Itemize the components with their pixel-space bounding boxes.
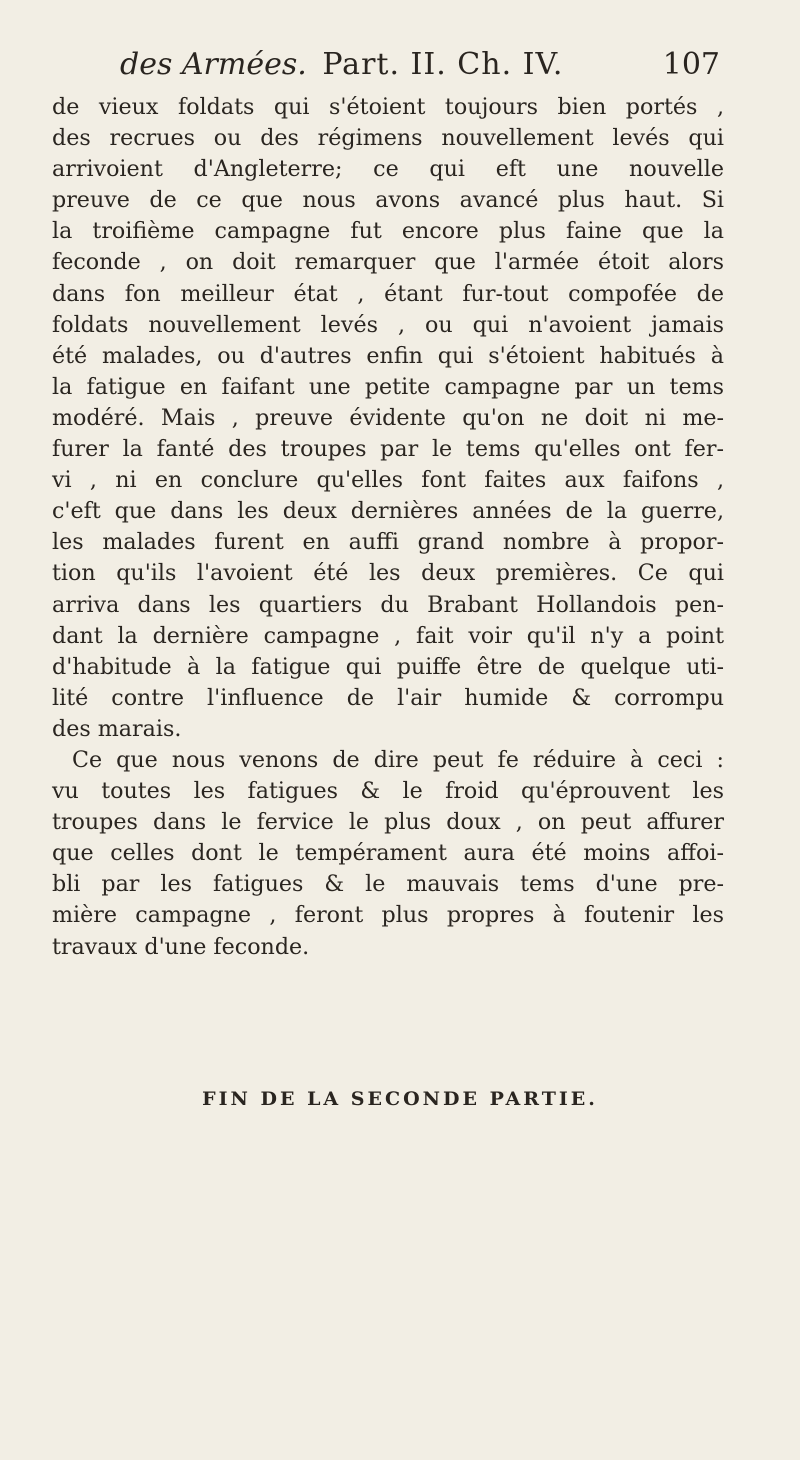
text-line: c'eft que dans les deux dernières années de la guerre, <box>52 498 724 525</box>
text-line: dans fon meilleur état , étant fur-tout compofée de <box>52 280 724 307</box>
text-line: foldats nouvellement levés , ou qui n'avoient jamais <box>52 311 724 338</box>
text-line: bli par les fatigues & le mauvais tems d'une pre- <box>52 871 724 898</box>
text-line: la troifième campagne fut encore plus faine que la <box>52 218 724 245</box>
paragraph-end-line: des marais. <box>52 715 182 742</box>
colophon: FIN DE LA SECONDE PARTIE. <box>202 1088 598 1110</box>
text-line: que celles dont le tempérament aura été moins affoi- <box>52 840 724 867</box>
running-title: des Armées. <box>120 47 307 82</box>
text-line: preuve de ce que nous avons avancé plus haut. Si <box>52 187 724 214</box>
text-line: d'habitude à la fatigue qui puiffe être de quelque uti- <box>52 653 724 680</box>
text-line: lité contre l'influence de l'air humide & corrompu <box>52 684 724 711</box>
body-text <box>52 92 724 963</box>
page-number: 107 <box>662 47 720 82</box>
text-line: troupes dans le fervice le plus doux , on peut affurer <box>52 809 724 836</box>
text-line: dant la dernière campagne , fait voir qu'il n'y a point <box>52 622 724 649</box>
text-line: furer la fanté des troupes par le tems qu'elles ont fer- <box>52 436 724 463</box>
text-line: feconde , on doit remarquer que l'armée étoit alors <box>52 249 724 276</box>
text-line: arriva dans les quartiers du Brabant Hollandois pen- <box>52 591 724 618</box>
text-line: la fatigue en faifant une petite campagne par un tems <box>52 373 724 400</box>
text-line: tion qu'ils l'avoient été les deux premières. Ce qui <box>52 560 724 587</box>
text-line: des recrues ou des régimens nouvellement levés qui <box>52 125 724 152</box>
part-chapter-label: Part. II. Ch. IV. <box>322 47 564 82</box>
text-line: les malades furent en auffi grand nombre à propor- <box>52 529 724 556</box>
text-line: été malades, ou d'autres enfin qui s'étoient habitués à <box>52 342 724 369</box>
text-line: vi , ni en conclure qu'elles font faites aux faifons , <box>52 467 724 494</box>
paragraph-end-line: travaux d'une feconde. <box>52 933 310 960</box>
text-line: de vieux foldats qui s'étoient toujours bien portés , <box>52 94 724 120</box>
text-line: vu toutes les fatigues & le froid qu'éprouvent les <box>52 778 724 805</box>
running-header <box>120 42 720 88</box>
text-line: arrivoient d'Angleterre; ce qui eft une nouvelle <box>52 156 724 183</box>
text-line: mière campagne , feront plus propres à foutenir les <box>52 902 724 929</box>
text-line: modéré. Mais , preuve évidente qu'on ne doit ni me- <box>52 404 724 431</box>
paragraph-start-line: Ce que nous venons de dire peut fe réduire à ceci : <box>72 746 724 773</box>
